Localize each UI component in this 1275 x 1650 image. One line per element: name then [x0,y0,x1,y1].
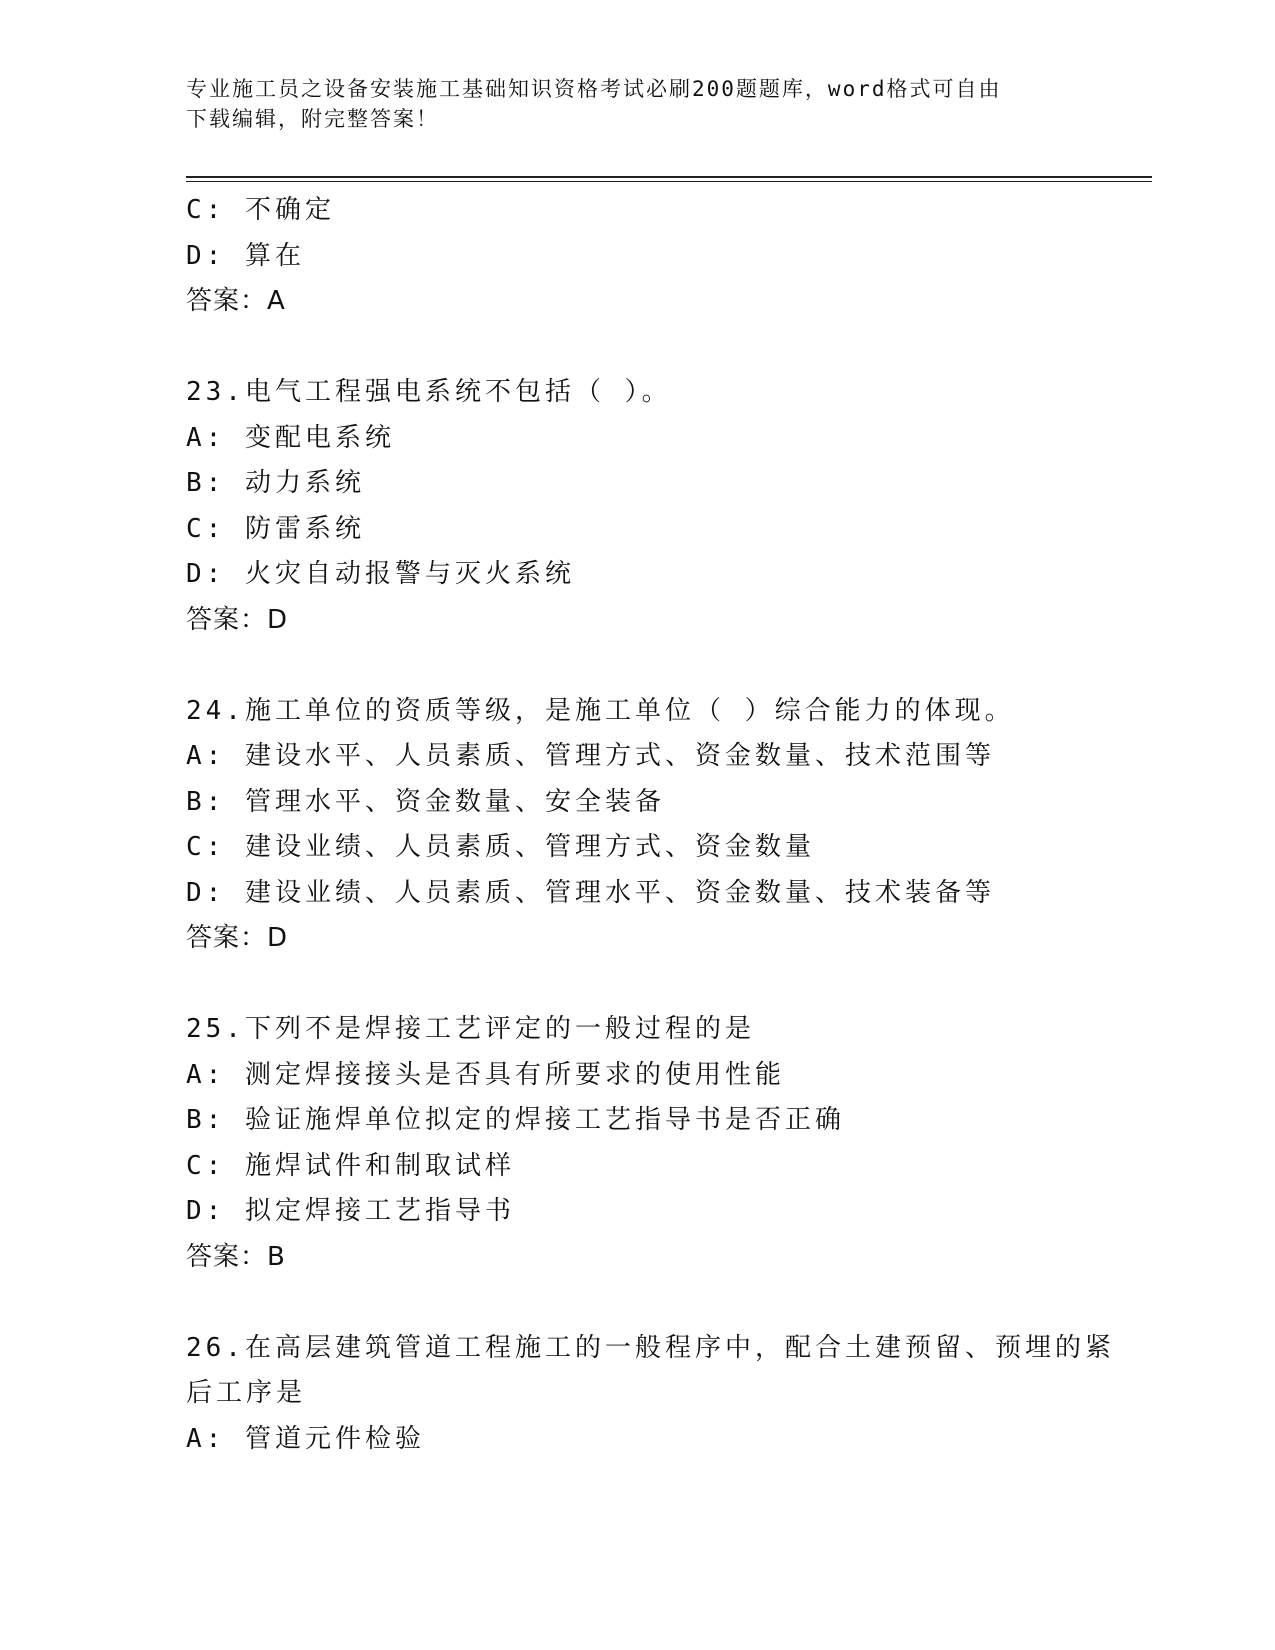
option-b: B: 管理水平、资金数量、安全装备 [186,786,665,817]
answer-line: 答案：A [186,286,286,316]
header-title-line-1: 专业施工员之设备安装施工基础知识资格考试必刷200题题库，word格式可自由 [186,77,1002,101]
option-c: C: 建设业绩、人员素质、管理方式、资金数量 [186,832,815,862]
question-26 [186,1326,1115,1463]
option-c: C: 防雷系统 [186,513,365,544]
question-stem: 24.施工单位的资质等级，是施工单位（ ）综合能力的体现。 [186,695,1015,726]
option-a: A: 管道元件检验 [186,1423,425,1454]
header-divider-thick [186,176,1152,178]
header-title-line-2: 下载编辑，附完整答案！ [186,107,439,131]
option-b: B: 验证施焊单位拟定的焊接工艺指导书是否正确 [186,1105,845,1135]
option-a: A: 变配电系统 [186,422,395,453]
option-d: D: 算在 [186,240,305,271]
question-22-tail [186,188,1086,325]
spacer [186,325,1086,371]
option-c: C: 不确定 [186,195,335,225]
option-d: D: 拟定焊接工艺指导书 [186,1196,515,1226]
question-stem: 25.下列不是焊接工艺评定的一般过程的是 [186,1014,755,1044]
spacer [186,1280,1086,1326]
answer-line: 答案：D [186,923,289,953]
document-header [186,74,1066,134]
spacer [186,962,1086,1008]
answer-line: 答案：D [186,604,289,635]
answer-line: 答案：B [186,1241,286,1272]
option-a: A: 测定焊接接头是否具有所要求的使用性能 [186,1059,785,1090]
option-b: B: 动力系统 [186,468,365,498]
option-c: C: 施焊试件和制取试样 [186,1150,515,1181]
question-24 [186,689,1086,962]
question-stem-line-1: 26.在高层建筑管道工程施工的一般程序中，配合土建预留、预埋的紧 [186,1332,1115,1363]
option-d: D: 火灾自动报警与灭火系统 [186,559,575,589]
spacer [186,643,1086,689]
question-list [186,188,1115,1462]
question-23 [186,370,1086,643]
option-a: A: 建设水平、人员素质、管理方式、资金数量、技术范围等 [186,741,995,771]
question-stem: 23.电气工程强电系统不包括（ ）。 [186,377,672,407]
question-25 [186,1007,1086,1280]
header-divider-thin [186,181,1152,182]
option-d: D: 建设业绩、人员素质、管理水平、资金数量、技术装备等 [186,877,995,908]
question-stem-line-2: 后工序是 [186,1378,307,1408]
